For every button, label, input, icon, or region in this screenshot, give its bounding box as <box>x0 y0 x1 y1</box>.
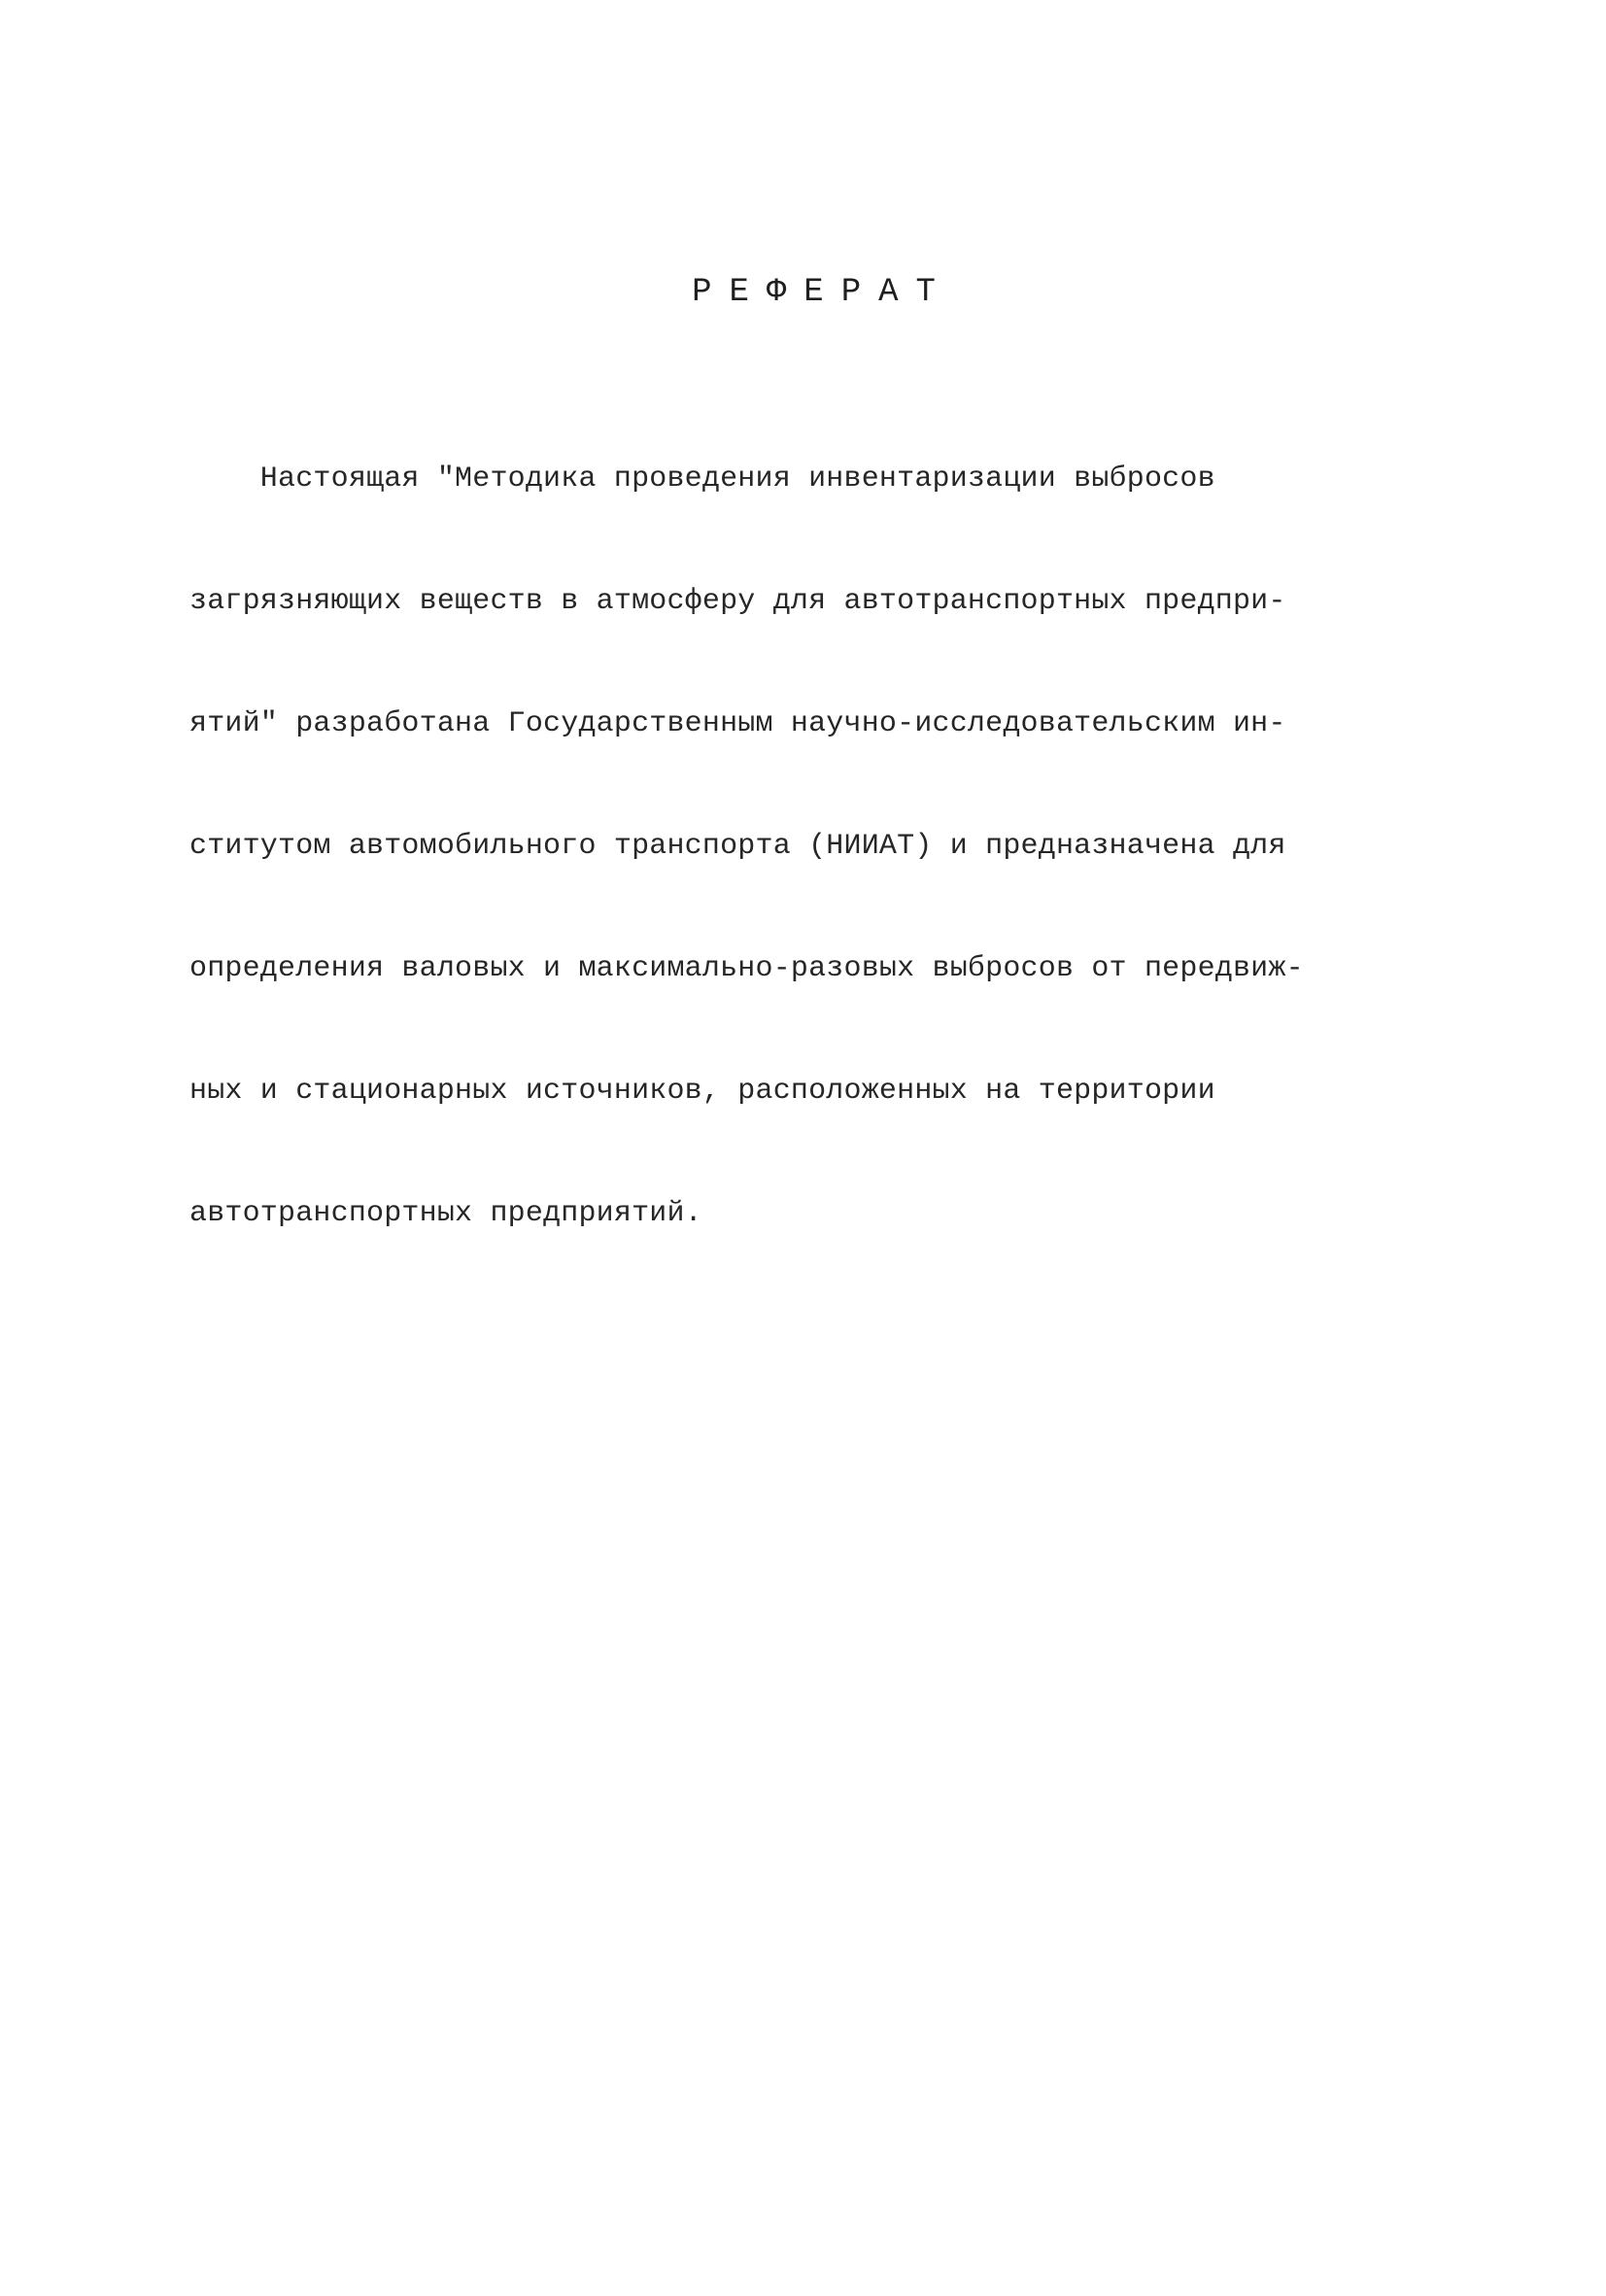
paragraph-line: Настоящая "Методика проведения инвентаризации выбросов <box>189 463 1215 496</box>
paragraph-line: ных и стационарных источников, расположенных на территории <box>189 1075 1215 1108</box>
paragraph-line: ятий" разработана Государственным научно-исследовательским ин- <box>189 707 1286 740</box>
paragraph-line: загрязняющих веществ в атмосферу для автотранспортных предпри- <box>189 585 1286 618</box>
paragraph-line: автотранспортных предприятий. <box>189 1197 702 1230</box>
paragraph-line: ститутом автомобильного транспорта (НИИАТ) и предназначена для <box>189 830 1286 863</box>
paragraph-line: определения валовых и максимально-разовых выбросов от передвиж- <box>189 952 1304 985</box>
abstract-paragraph <box>189 377 1452 1316</box>
page-title: РЕФЕРАТ <box>692 274 953 311</box>
